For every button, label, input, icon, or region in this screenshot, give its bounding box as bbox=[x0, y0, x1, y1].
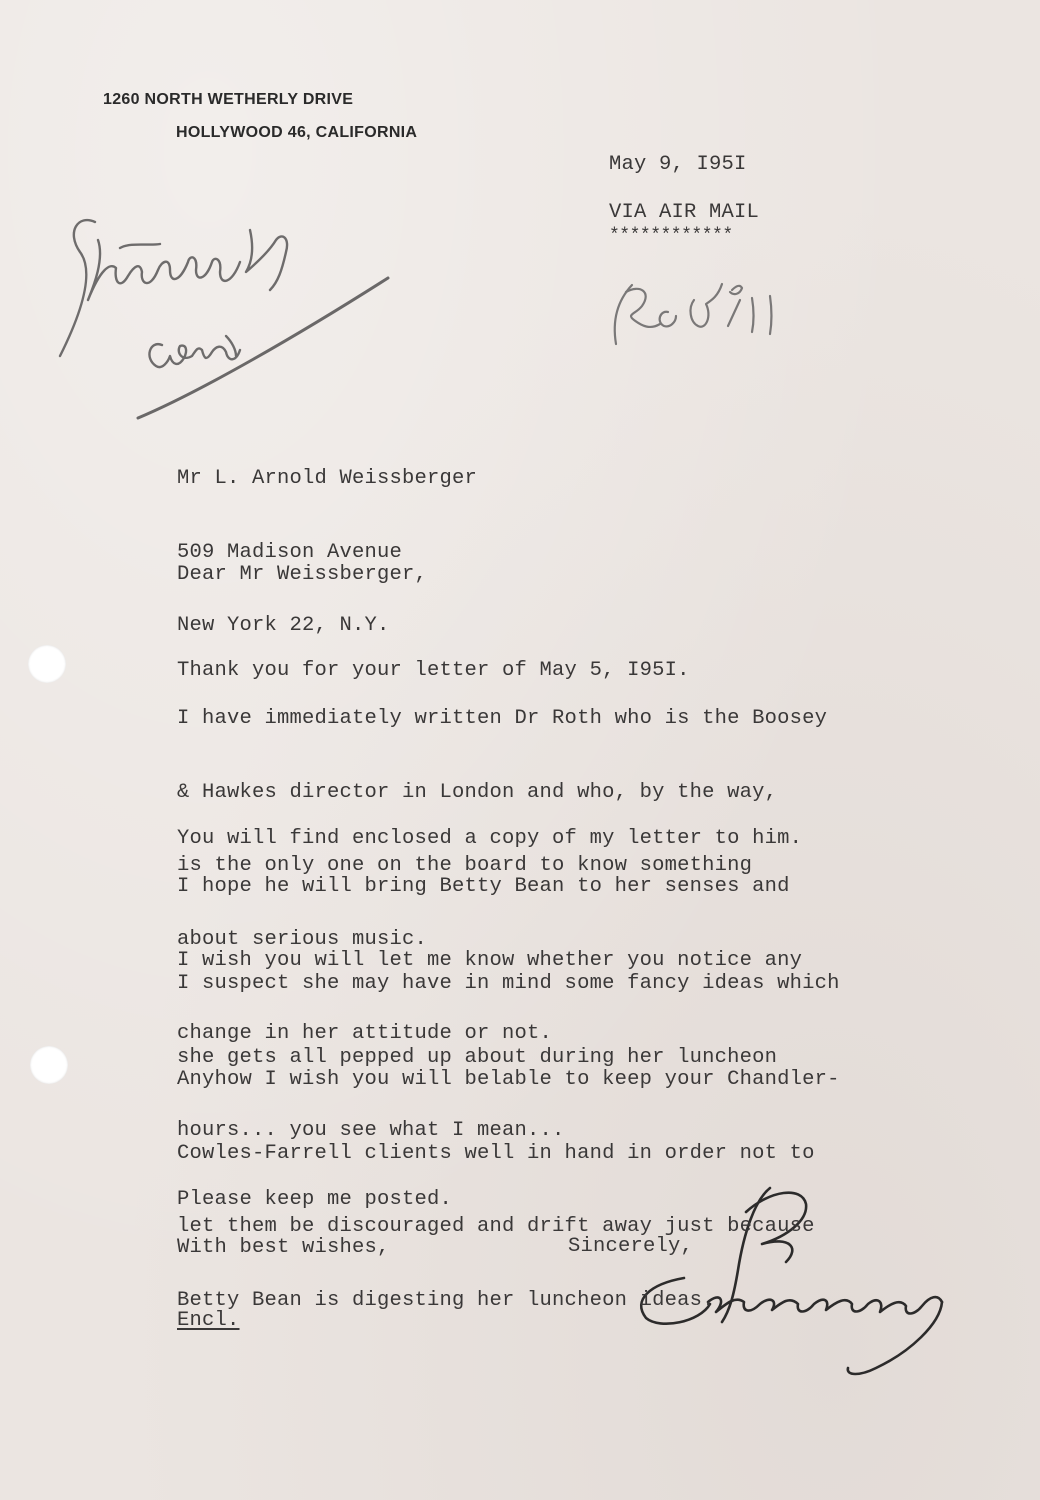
closing: Sincerely, bbox=[568, 1235, 694, 1258]
letter-date: May 9, I95I bbox=[609, 153, 747, 176]
text-line: Betty Bean is digesting her luncheon ideas. bbox=[177, 1288, 715, 1312]
delivery-underline: ************ bbox=[609, 226, 733, 246]
text-line: I wish you will let me know whether you notice any bbox=[177, 948, 803, 972]
punch-hole-bottom bbox=[30, 1046, 68, 1084]
pencil-note-corres bbox=[149, 336, 240, 367]
letterhead-street: 1260 NORTH WETHERLY DRIVE bbox=[103, 91, 354, 108]
text-line: let them be discouraged and drift away just because bbox=[177, 1215, 815, 1238]
recipient-street: 509 Madison Avenue bbox=[177, 540, 403, 564]
text-line: hours... you see what I mean... bbox=[177, 1119, 565, 1142]
text-line: she gets all pepped up about during her luncheon bbox=[177, 1045, 778, 1069]
text-line: Cowles-Farrell clients well in hand in order not to bbox=[177, 1141, 815, 1165]
text-line: is the only one on the board to know something bbox=[177, 854, 753, 877]
text-line: change in her attitude or not. bbox=[177, 1022, 553, 1045]
punch-hole-top bbox=[28, 645, 66, 683]
pencil-received-note bbox=[615, 284, 772, 344]
pencil-note-stravinsky bbox=[60, 220, 287, 356]
text-line: I have immediately written Dr Roth who is the Boosey bbox=[177, 707, 828, 730]
text-line: You will find enclosed a copy of my letter to him. bbox=[177, 827, 803, 850]
text-line: I suspect she may have in mind some fancy ideas which bbox=[177, 972, 840, 995]
enclosure-note: Encl. bbox=[177, 1309, 240, 1332]
text-line: With best wishes, bbox=[177, 1236, 390, 1259]
text-line: about serious music. bbox=[177, 927, 428, 951]
recipient-name: Mr L. Arnold Weissberger bbox=[177, 467, 478, 490]
recipient-city: New York 22, N.Y. bbox=[177, 614, 390, 637]
pencil-slash bbox=[138, 278, 388, 418]
text-line: I hope he will bring Betty Bean to her senses and bbox=[177, 875, 790, 898]
text-line: Anyhow I wish you will belable to keep your Chandler- bbox=[177, 1068, 840, 1091]
text-line: & Hawkes director in London and who, by the way, bbox=[177, 780, 778, 804]
text-line: Thank you for your letter of May 5, I95I. bbox=[177, 659, 690, 682]
letterhead-city: HOLLYWOOD 46, CALIFORNIA bbox=[176, 124, 418, 141]
salutation: Dear Mr Weissberger, bbox=[177, 563, 428, 586]
paragraph-8 bbox=[177, 1187, 390, 1310]
text-line: Please keep me posted. bbox=[177, 1188, 453, 1211]
delivery-method: VIA AIR MAIL bbox=[609, 201, 760, 224]
